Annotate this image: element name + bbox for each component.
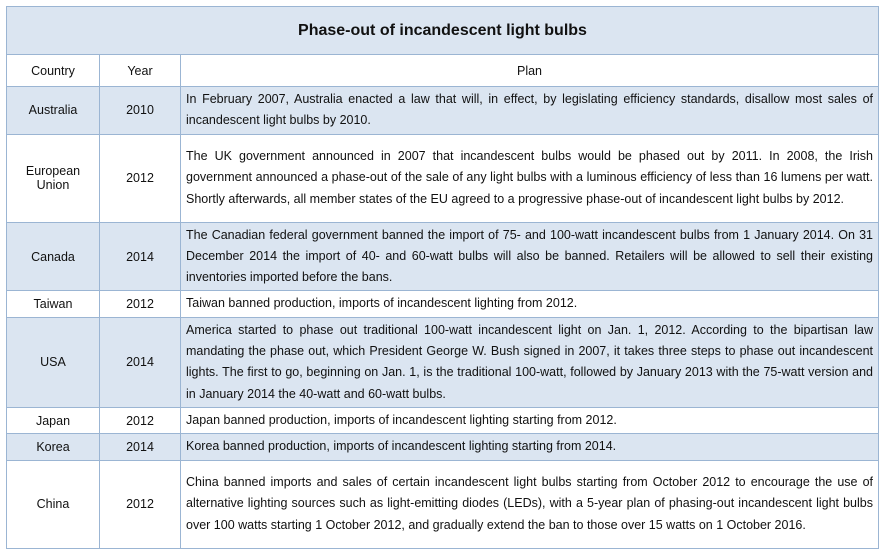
year-cell: 2012 [100,460,181,548]
table-row [7,317,879,407]
year-cell: 2014 [100,222,181,291]
country-cell: Australia [7,87,100,135]
table-title: Phase-out of incandescent light bulbs [7,7,879,55]
country-cell: USA [7,317,100,407]
table-row [7,434,879,460]
year-cell: 2014 [100,434,181,460]
country-cell: Korea [7,434,100,460]
country-cell: Taiwan [7,291,100,317]
year-cell: 2012 [100,291,181,317]
header-country: Country [7,55,100,87]
plan-cell: The Canadian federal government banned the import of 75- and 100-watt incandescent bulbs from 1 January 2014. On 31 December 2014 the import of 40- and 60-watt bulbs will also be banned. Retailers will be allowed to sell their existing inventories imported before the bans. [181,222,879,291]
year-cell: 2010 [100,87,181,135]
header-plan: Plan [181,55,879,87]
country-cell: European Union [7,134,100,222]
plan-cell: The UK government announced in 2007 that incandescent bulbs would be phased out by 2011. In 2008, the Irish government announced a phase-out of the sale of any light bulbs with a luminous efficiency of less than 16 lumens per watt. Shortly afterwards, all member states of the EU agreed to a progressive phase-out of incandescent light bulbs by 2012. [181,134,879,222]
plan-cell: Korea banned production, imports of incandescent lighting starting from 2014. [181,434,879,460]
year-cell: 2012 [100,134,181,222]
phaseout-table [6,6,879,549]
country-cell: Canada [7,222,100,291]
plan-cell: In February 2007, Australia enacted a law that will, in effect, by legislating efficiency standards, disallow most sales of incandescent light bulbs by 2010. [181,87,879,135]
country-cell: China [7,460,100,548]
year-cell: 2014 [100,317,181,407]
header-row [7,55,879,87]
table-row [7,87,879,135]
plan-cell: Taiwan banned production, imports of incandescent lighting from 2012. [181,291,879,317]
country-cell: Japan [7,407,100,433]
header-year: Year [100,55,181,87]
plan-cell: Japan banned production, imports of incandescent lighting starting from 2012. [181,407,879,433]
plan-cell: China banned imports and sales of certain incandescent light bulbs starting from October 2012 to encourage the use of alternative lighting sources such as light-emitting diodes (LEDs), with a 5-year plan of phasing-out incandescent light bulbs over 100 watts starting 1 October 2012, and gradually extend the ban to those over 15 watts on 1 October 2016. [181,460,879,548]
table-row [7,407,879,433]
table-row [7,134,879,222]
table-row [7,291,879,317]
phaseout-table-container [6,6,879,549]
year-cell: 2012 [100,407,181,433]
table-row [7,222,879,291]
plan-cell: America started to phase out traditional 100-watt incandescent light on Jan. 1, 2012. According to the bipartisan law mandating the phase out, which President George W. Bush signed in 2007, it takes three steps to phase out incandescent lights. The first to go, beginning on Jan. 1, is the traditional 100-watt, followed by January 2013 with the 75-watt version and in January 2014 the 40-watt and 60-watt bulbs. [181,317,879,407]
